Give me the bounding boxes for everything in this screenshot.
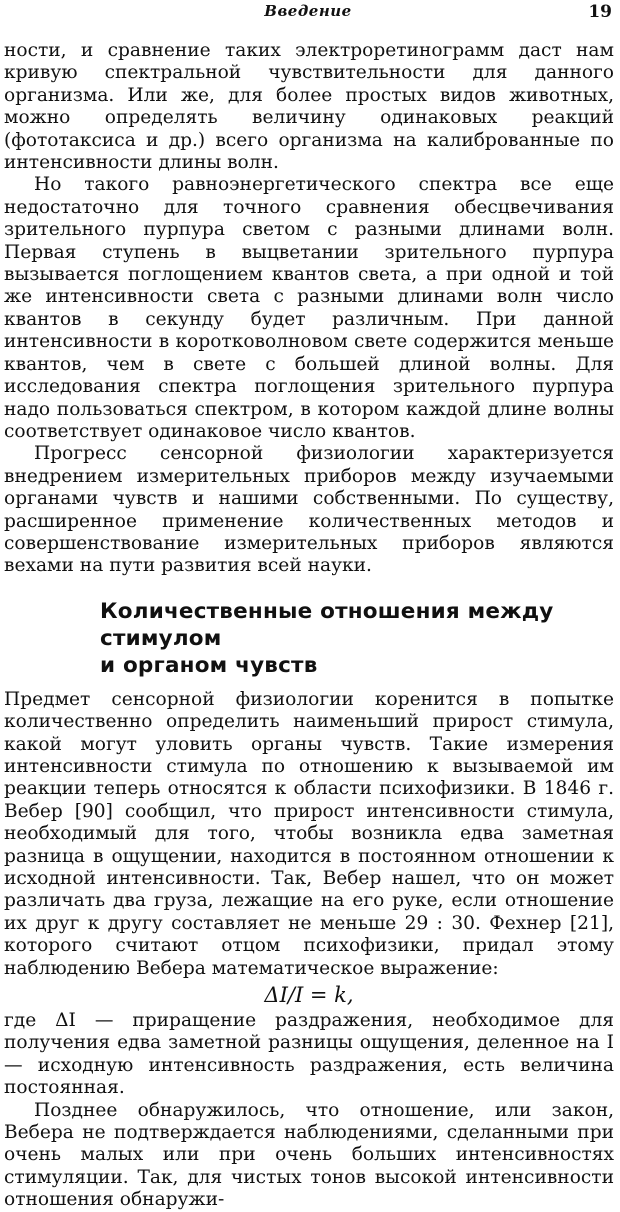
paragraph: ности, и сравнение таких электроретинограмм даст нам кривую спектральной чувствительности для данного организма. Или же, для более простых видов животных, можно определять величину одинаковых реакций (фототаксиса и др.) всего организма на калиброванные по интенсивности длины волн. [4, 40, 614, 174]
paragraph: где ΔI — приращение раздражения, необходимое для получения едва заметной разницы ощущения, деленное на I — исходную интенсивность раздражения, есть величина постоянная. [4, 1010, 614, 1099]
weber-formula: ΔI/I = k, [264, 983, 354, 1008]
section-heading-line-1: Количественные отношения между стимулом [100, 598, 554, 651]
body-text [4, 40, 614, 1212]
paragraph: Прогресс сенсорной физиологии характеризуется внедрением измерительных приборов между изучаемыми органами чувств и нашими собственными. По существу, расширенное применение количественных методов и совершенствование измерительных приборов являются вехами на пути развития всей науки. [4, 443, 614, 577]
running-head [4, 2, 612, 24]
paragraph: Позднее обнаружилось, что отношение, или закон, Вебера не подтверждается наблюдениями, сделанными при очень малых или при очень больших интенсивностях стимуляции. Так, для чистых тонов высокой интенсивности отношения обнаружи- [4, 1099, 614, 1211]
paragraph: Предмет сенсорной физиологии коренится в попытке количественно определить наименьший прирост стимула, какой могут уловить органы чувств. Такие измерения интенсивности стимула по отношению к вызываемой им реакции теперь относятся к области психофизики. В 1846 г. Вебер [90] сообщил, что прирост интенсивности стимула, необходимый для того, чтобы возникла едва заметная разница в ощущении, находится в постоянном отношении к исходной интенсивности. Так, Вебер нашел, что он может различать два груза, лежащие на его руке, если отношение их друг к другу составляет не меньше 29 : 30. Фехнер [21], которого считают отцом психофизики, придал этому наблюдению Вебера математическое выражение: [4, 688, 614, 979]
section-heading-line-2: и органом чувств [100, 652, 318, 678]
paragraph: Но такого равноэнергетического спектра все еще недостаточно для точного сравнения обесцвечивания зрительного пурпура светом с разными длинами волн. Первая ступень в выцветании зрительного пурпура вызывается поглощением квантов света, а при одной и той же интенсивности света с разными длинами волн число квантов в секунду будет различным. При данной интенсивности в коротковолновом свете содержится меньше квантов, чем в свете с большей длиной волны. Для исследования спектра поглощения зрительного пурпура надо пользоваться спектром, в котором каждой длине волны соответствует одинаковое число квантов. [4, 174, 614, 442]
section-heading [100, 598, 614, 679]
running-title: Введение [264, 2, 352, 20]
page-number: 19 [588, 2, 612, 22]
